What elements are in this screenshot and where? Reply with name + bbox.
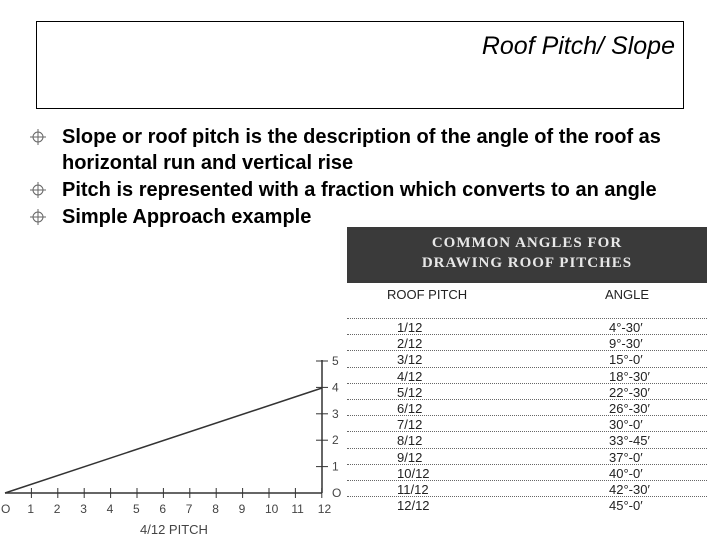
row-angle: 30°-0′ [609,417,643,433]
slide-title: Roof Pitch/ Slope [481,32,675,60]
row-angle: 37°-0′ [609,449,643,465]
row-separator [347,496,707,497]
row-separator [347,448,707,449]
row-pitch: 11/12 [397,482,429,497]
row-pitch: 8/12 [397,433,423,449]
row-separator [347,367,707,368]
x-tick-label: 3 [80,502,87,516]
row-angle: 42°-30′ [609,482,650,497]
col-header-roof-pitch: ROOF PITCH [387,287,468,302]
row-angle: 45°-0′ [609,498,643,514]
row-angle: 33°-45′ [609,433,650,449]
row-separator [347,431,707,432]
x-tick-label: 8 [212,502,219,516]
row-pitch: 1/12 [397,320,423,335]
row-pitch: 10/12 [397,465,430,481]
table-header [347,227,707,283]
bullet-item [30,177,710,203]
y-tick-label: O [332,486,342,500]
row-separator [347,350,707,351]
y-tick-label: 1 [332,459,339,474]
row-angle: 15°-0′ [609,352,643,368]
x-tick-label: 5 [133,502,140,516]
pitch-diagram [0,330,350,540]
bullet-text: Slope or roof pitch is the description of the angle of the roof as horizontal run and vertical rise [62,126,661,174]
row-separator [347,464,707,465]
row-pitch: 5/12 [397,384,423,400]
row-separator [347,383,707,384]
row-angle: 40°-0′ [609,465,643,481]
crosshair-bullet-icon [30,129,46,145]
pitch-angle-table [347,227,707,540]
row-separator [347,415,707,416]
y-tick-label: 3 [332,406,339,421]
row-pitch: 6/12 [397,401,423,416]
crosshair-bullet-icon [30,209,46,225]
row-separator [347,334,707,335]
x-tick-label: 10 [265,502,279,516]
bullet-item [30,124,710,176]
row-angle: 9°-30′ [609,336,643,352]
row-angle: 4°-30′ [609,320,643,335]
x-tick-label: 6 [159,502,167,516]
row-pitch: 12/12 [397,498,430,514]
y-tick-label: 5 [332,354,339,368]
x-tick-label: 11 [291,502,304,516]
bullet-text: Simple Approach example [62,206,312,228]
x-tick-label: 4 [106,502,114,516]
x-tick-label: 12 [317,502,332,516]
x-tick-label: O [1,502,11,516]
title-box [36,21,684,109]
row-separator [347,480,707,481]
col-header-angle: ANGLE [605,287,650,302]
row-pitch: 9/12 [397,449,423,465]
crosshair-bullet-icon [30,182,46,198]
row-pitch: 7/12 [397,417,423,433]
row-angle: 18°-30′ [609,368,650,384]
bullet-text: Pitch is represented with a fraction which converts to an angle [62,179,657,201]
table-header-line2: DRAWING ROOF PITCHES [421,255,633,271]
diagram-caption: 4/12 PITCH [140,522,208,537]
table-header-line1: COMMON ANGLES FOR [431,235,623,251]
row-angle: 26°-30′ [609,401,650,416]
y-tick-label: 2 [332,433,339,448]
table-row [347,498,707,514]
row-pitch: 3/12 [397,352,423,368]
y-tick-label: 4 [332,380,339,395]
x-tick-label: 7 [185,502,193,516]
x-tick-label: 9 [238,502,246,516]
x-tick-label: 2 [53,502,61,516]
row-pitch: 4/12 [397,368,423,384]
bullet-list [30,124,710,231]
row-pitch: 2/12 [397,336,423,352]
x-tick-label: 1 [27,502,35,516]
row-angle: 22°-30′ [609,384,650,400]
row-separator [347,399,707,400]
row-separator [347,318,707,319]
roof-slope-line [5,388,322,493]
